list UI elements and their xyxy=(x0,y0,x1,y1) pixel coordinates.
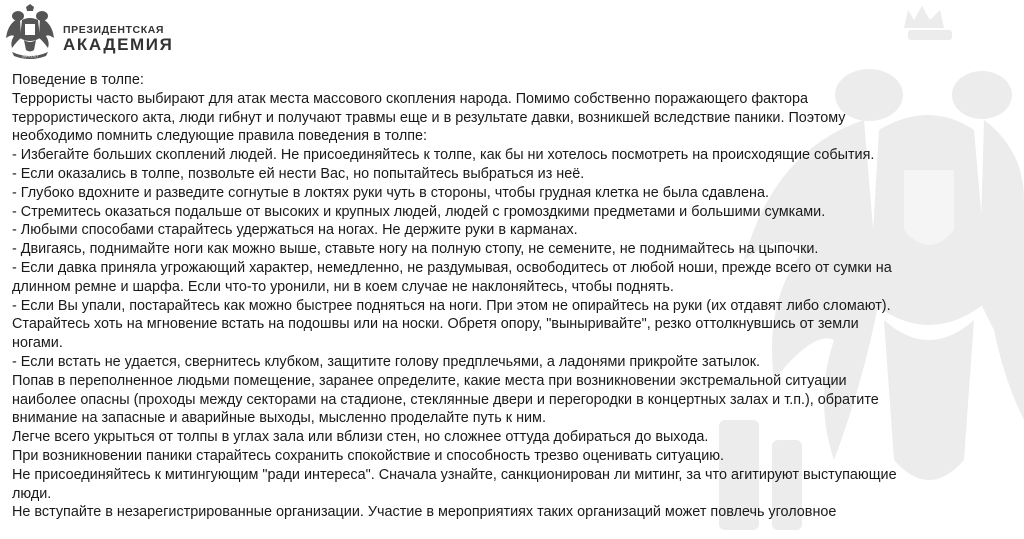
text-line: - Если встать не удается, свернитесь клубком, защитите голову предплечьями, а ладонями прикройте затылок. xyxy=(12,353,761,370)
text-line: - Глубоко вдохните и разведите согнутые в локтях руки чуть в стороны, чтобы грудная клетка не была сдавлена. xyxy=(12,184,769,201)
text-line: - Избегайте больших скоплений людей. Не присоединяйтесь к толпе, как бы ни хотелось посмотреть на происходящие события. xyxy=(12,147,875,164)
text-line: Легче всего укрыться от толпы в углах зала или вблизи стен, но сложнее оттуда добираться до выхода. xyxy=(12,429,709,446)
text-line: внимание на запасные и аварийные выходы, мысленно проделайте путь к ним. xyxy=(12,410,546,427)
text-line: Не присоединяйтесь к митингующим "ради интереса". Сначала узнайте, санкционирован ли митинг, за что агитируют выступающие xyxy=(12,466,897,483)
text-line: - Стремитесь оказаться подальше от высоких и крупных людей, людей с громоздкими предметами и большими сумками. xyxy=(12,203,826,220)
text-line: При возникновении паники старайтесь сохранить спокойствие и способность трезво оценивать ситуацию. xyxy=(12,447,725,464)
text-line: - Если оказались в толпе, позвольте ей нести Вас, но попытайтесь выбраться из неё. xyxy=(12,165,585,182)
double-headed-eagle-emblem-icon xyxy=(4,4,56,60)
text-line: длинном ремне и шарфа. Если что-то уронили, ни в коем случае не наклоняйтесь, чтобы поднять. xyxy=(12,278,674,295)
text-line: Попав в переполненное людьми помещение, заранее определите, какие места при возникновении экстремальной ситуации xyxy=(12,372,847,389)
text-line: Террористы часто выбирают для атак места массового скопления народа. Помимо собственно поражающего фактора xyxy=(12,90,809,107)
text-line: Не вступайте в незарегистрированные организации. Участие в мероприятиях таких организаций может повлечь уголовное xyxy=(12,504,837,521)
text-line: Старайтесь хоть на мгновение встать на подошвы или на носки. Обретя опору, "выныривайте", резко оттолкнувшись от земли xyxy=(12,316,859,333)
logo-line2: АКАДЕМИЯ xyxy=(63,35,174,54)
text-line: люди. xyxy=(12,485,52,502)
text-line: - Если давка приняла угрожающий характер, немедленно, не раздумывая, освободитесь от любой ноши, прежде всего от сумки на xyxy=(12,259,892,276)
text-line: террористического акта, люди гибнут и получают травмы еще и в результате давки, возникшей вследствие паники. Поэтому xyxy=(12,109,846,126)
text-line: ногами. xyxy=(12,335,63,352)
logo-ribbon-text: ОБРАЗУЕТ xyxy=(21,54,39,59)
logo-line1: ПРЕЗИДЕНТСКАЯ xyxy=(63,24,165,36)
text-line: необходимо помнить следующие правила поведения в толпе: xyxy=(12,128,428,145)
document-body xyxy=(12,71,1017,522)
text-line: наиболее опасны (проходы между секторами на стадионе, стеклянные двери и перегородки в концертных залах и т.п.), обратите xyxy=(12,391,879,408)
text-line: - Любыми способами старайтесь удержаться на ногах. Не держите руки в карманах. xyxy=(12,222,578,239)
text-line: - Двигаясь, поднимайте ноги как можно выше, ставьте ногу на полную стопу, не семените, не поднимайтесь на цыпочки. xyxy=(12,241,819,258)
text-line: - Если Вы упали, постарайтесь как можно быстрее подняться на ноги. При этом не опирайтесь на руки (их отдавят либо сломают). xyxy=(12,297,891,314)
text-line: Поведение в толпе: xyxy=(12,72,144,88)
